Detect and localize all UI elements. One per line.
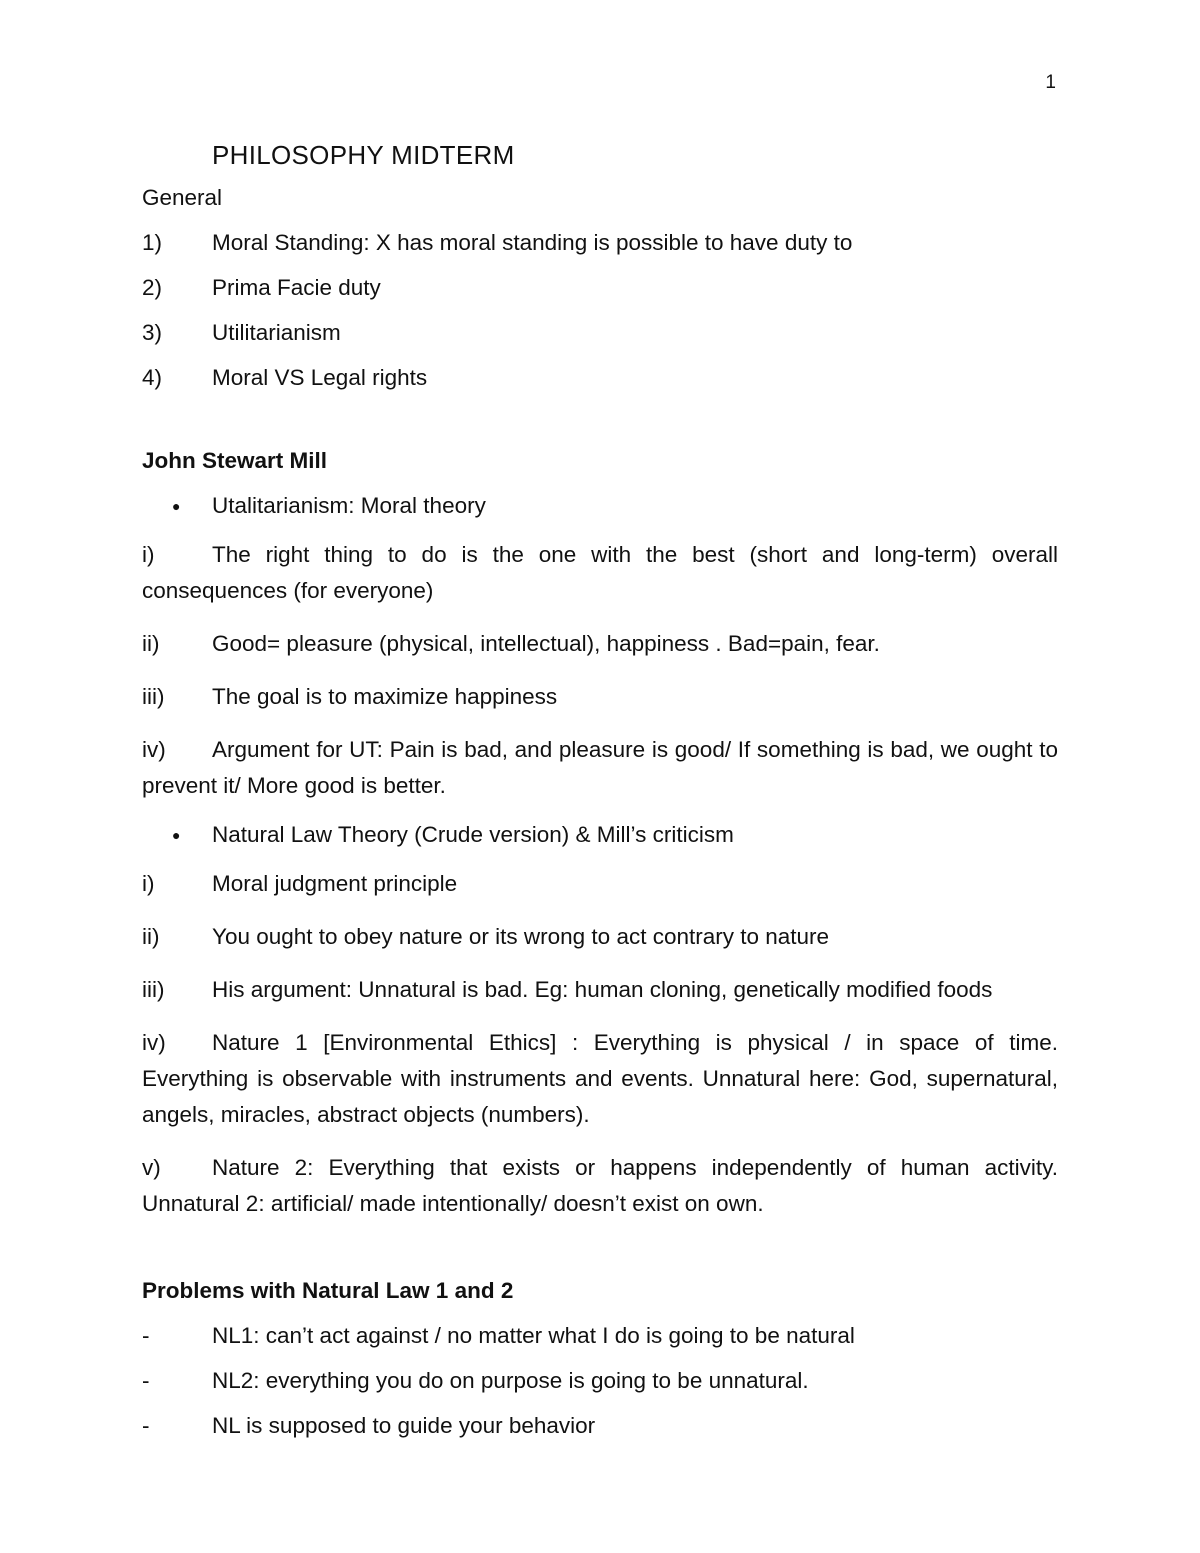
- item-text: NL is supposed to guide your behavior: [212, 1413, 596, 1438]
- item-marker: iii): [142, 977, 165, 1002]
- item-marker: -: [142, 1323, 150, 1348]
- ut-item: [142, 679, 1058, 715]
- item-marker: 1): [142, 230, 163, 255]
- item-text: The right thing to do is the one with the best (short and long-term) overall consequences (for everyone): [142, 542, 1058, 603]
- ut-item: [142, 732, 1058, 804]
- ut-item: [142, 626, 1058, 662]
- problems-heading: Problems with Natural Law 1 and 2: [142, 1278, 514, 1303]
- page-number: 1: [1045, 72, 1056, 93]
- ut-item: [142, 537, 1058, 609]
- general-item: [142, 319, 1058, 347]
- item-marker: iv): [142, 1030, 166, 1055]
- bullet-text: Utalitarianism: Moral theory: [212, 493, 486, 518]
- item-text: You ought to obey nature or its wrong to act contrary to nature: [212, 924, 830, 949]
- general-item: [142, 229, 1058, 257]
- mill-heading: John Stewart Mill: [142, 448, 328, 473]
- item-marker: v): [142, 1155, 161, 1180]
- item-marker: 4): [142, 365, 163, 390]
- item-text: Nature 1 [Environmental Ethics] : Everything is physical / in space of time. Everything is observable with instruments and events. Unnatural here: God, supernatural, angels, miracles, abstract objects (numbers).: [142, 1030, 1058, 1127]
- general-item: [142, 274, 1058, 302]
- item-text: NL1: can’t act against / no matter what I do is going to be natural: [212, 1323, 855, 1348]
- general-heading: General: [142, 185, 223, 210]
- nl-item: [142, 972, 1058, 1008]
- item-text: Prima Facie duty: [212, 275, 381, 300]
- bullet-item: [142, 821, 1058, 849]
- general-item: [142, 364, 1058, 392]
- section-spacer: [142, 1239, 1058, 1277]
- item-text: Moral VS Legal rights: [212, 365, 428, 390]
- item-marker: iv): [142, 737, 166, 762]
- problem-item: [142, 1322, 1058, 1350]
- bullet-text: Natural Law Theory (Crude version) & Mill’s criticism: [212, 822, 734, 847]
- document-body: [142, 184, 1058, 1457]
- nl-item: [142, 1150, 1058, 1222]
- nl-item: [142, 866, 1058, 902]
- bullet-icon: ●: [172, 498, 181, 514]
- problem-item: [142, 1412, 1058, 1440]
- section-spacer: [142, 409, 1058, 447]
- item-marker: ii): [142, 924, 160, 949]
- item-text: Argument for UT: Pain is bad, and pleasure is good/ If something is bad, we ought to prevent it/ More good is better.: [142, 737, 1058, 798]
- item-text: Nature 2: Everything that exists or happens independently of human activity. Unnatural 2: artificial/ made intentionally/ doesn’t exist on own.: [142, 1155, 1058, 1216]
- item-marker: i): [142, 542, 155, 567]
- item-marker: i): [142, 871, 155, 896]
- page-title: PHILOSOPHY MIDTERM: [212, 140, 515, 170]
- item-text: The goal is to maximize happiness: [212, 684, 558, 709]
- bullet-item: [142, 492, 1058, 520]
- item-marker: 2): [142, 275, 163, 300]
- bullet-icon: ●: [172, 827, 181, 843]
- item-text: His argument: Unnatural is bad. Eg: human cloning, genetically modified foods: [212, 977, 993, 1002]
- nl-item: [142, 1025, 1058, 1133]
- problem-item: [142, 1367, 1058, 1395]
- item-text: NL2: everything you do on purpose is going to be unnatural.: [212, 1368, 809, 1393]
- item-marker: ii): [142, 631, 160, 656]
- item-marker: -: [142, 1413, 150, 1438]
- nl-item: [142, 919, 1058, 955]
- item-marker: 3): [142, 320, 163, 345]
- item-marker: iii): [142, 684, 165, 709]
- item-marker: -: [142, 1368, 150, 1393]
- item-text: Moral judgment principle: [212, 871, 458, 896]
- item-text: Moral Standing: X has moral standing is possible to have duty to: [212, 230, 853, 255]
- item-text: Good= pleasure (physical, intellectual), happiness . Bad=pain, fear.: [212, 631, 880, 656]
- item-text: Utilitarianism: [212, 320, 341, 345]
